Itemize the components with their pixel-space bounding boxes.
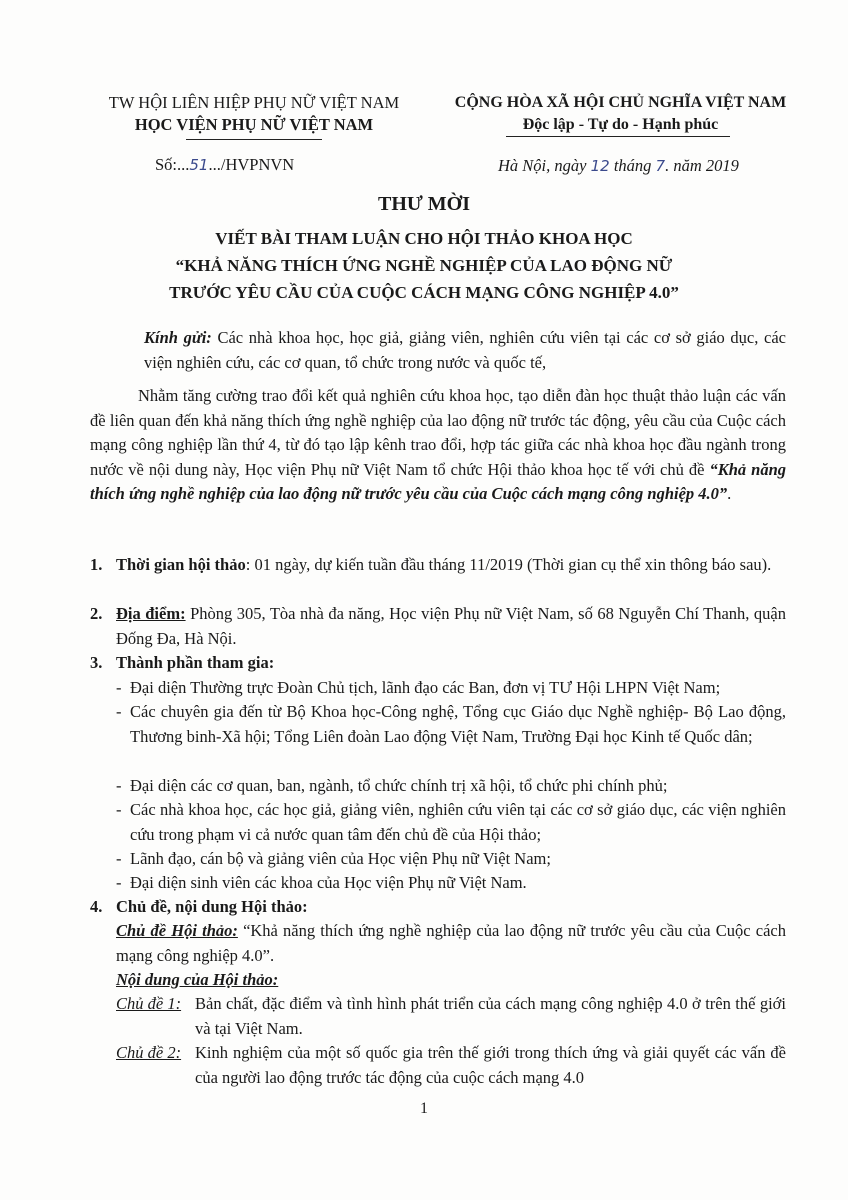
topic-item: [116, 992, 786, 1041]
section-label: Chủ đề, nội dung Hội thảo:: [116, 897, 308, 916]
motto-underline: [506, 136, 730, 137]
conference-title-line-1: “KHẢ NĂNG THÍCH ỨNG NGHỀ NGHIỆP CỦA LAO ĐỘNG NỮ: [175, 256, 673, 275]
institute-name: HỌC VIỆN PHỤ NỮ VIỆT NAM: [134, 115, 374, 134]
participant-text: Các chuyên gia đến từ Bộ Khoa học-Công nghệ, Tổng cục Giáo dục Nghề nghiệp- Bộ Lao động, Thương binh-Xã hội; Tổng Liên đoàn Lao động Việt Nam, Trường Đại học Kinh tế Quốc dân;: [130, 702, 786, 746]
content-heading: [116, 968, 786, 993]
participant-text: Đại diện các cơ quan, ban, ngành, tổ chức chính trị xã hội, tổ chức phi chính phủ;: [130, 776, 668, 795]
participant-text: Các nhà khoa học, các học giả, giảng viên, nghiên cứu viên tại các cơ sở giáo dục, các viện nghiên cứu trong phạm vi cả nước quan tâm đến chủ đề của Hội thảo;: [130, 800, 786, 844]
section-time: [90, 553, 786, 578]
participant-item: - Lãnh đạo, cán bộ và giảng viên của Học viện Phụ nữ Việt Nam;: [116, 847, 786, 872]
date-day: 12: [590, 157, 610, 175]
date-month-label: tháng: [609, 156, 656, 175]
section-participants: [90, 651, 786, 676]
document-subtitle: VIẾT BÀI THAM LUẬN CHO HỘI THẢO KHOA HỌC: [215, 229, 633, 248]
theme-label: Chủ đề Hội thảo:: [116, 921, 238, 940]
nation-name: CỘNG HÒA XÃ HỘI CHỦ NGHĨA VIỆT NAM: [454, 94, 787, 111]
conference-title-line-2: TRƯỚC YÊU CẦU CỦA CUỘC CÁCH MẠNG CÔNG NGHIỆP 4.0”: [169, 283, 679, 302]
section-number: 2.: [90, 604, 103, 623]
issuer-block: [84, 92, 424, 136]
participant-text: Đại diện Thường trực Đoàn Chủ tịch, lãnh đạo các Ban, đơn vị TƯ Hội LHPN Việt Nam;: [130, 678, 721, 697]
section-theme: [90, 895, 786, 920]
date-line: [498, 156, 739, 176]
participant-item: - Các chuyên gia đến từ Bộ Khoa học-Công nghệ, Tổng cục Giáo dục Nghề nghiệp- Bộ Lao động, Thương binh-Xã hội; Tổng Liên đoàn Lao động Việt Nam, Trường Đại học Kinh tế Quốc dân;: [116, 700, 786, 749]
conference-theme-emphasis: “Khả năng thích ứng nghề nghiệp của lao động nữ trước yêu cầu của Cuộc cách mạng công nghiệp 4.0”: [90, 459, 786, 504]
section-label: Thành phần tham gia:: [116, 653, 275, 672]
docnum-handwritten: 51: [189, 156, 209, 174]
topic-label: Chủ đề 2:: [116, 1043, 182, 1062]
participant-text: Đại diện sinh viên các khoa của Học viện Phụ nữ Việt Nam.: [130, 873, 527, 892]
docnum-prefix: Số:...: [155, 155, 190, 174]
institute-underline: [186, 139, 322, 140]
participant-item: - Đại diện Thường trực Đoàn Chủ tịch, lãnh đạo các Ban, đơn vị TƯ Hội LHPN Việt Nam;: [116, 676, 786, 701]
section-number: 1.: [90, 555, 103, 574]
section-label: Địa điểm:: [116, 604, 186, 623]
content-label: Nội dung của Hội thảo:: [116, 970, 279, 989]
section-number: 3.: [90, 653, 103, 672]
page-number: 1: [420, 1100, 428, 1117]
parent-organization: TW HỘI LIÊN HIỆP PHỤ NỮ VIỆT NAM: [108, 93, 400, 112]
intro-text: Nhằm tăng cường trao đổi kết quả nghiên cứu khoa học, tạo diễn đàn học thuật thảo luận các vấn đề liên quan đến khả năng thích ứng nghề nghiệp của lao động nữ trước tác động, yêu cầu của Cuộc cách mạng công nghiệp lần thứ 4, từ đó tạo lập kênh trao đổi, hợp tác giữa các nhà khoa học đầu ngành trong nước về nội dung này, Học viện Phụ nữ Việt Nam tổ chức Hội thảo khoa học tế với chủ đề: [90, 386, 786, 479]
topic-text: Bản chất, đặc điểm và tình hình phát triển của cách mạng công nghiệp 4.0 ở trên thế giới và tại Việt Nam.: [195, 994, 786, 1038]
date-prefix: Hà Nội, ngày: [498, 156, 591, 175]
topic-item: [116, 1041, 786, 1090]
section-venue: [90, 602, 786, 651]
document-title: THƯ MỜI: [377, 193, 471, 215]
participant-item: - Đại diện sinh viên các khoa của Học viện Phụ nữ Việt Nam.: [116, 871, 786, 896]
intro-end: .: [727, 484, 732, 504]
recipients-label: Kính gửi:: [144, 328, 212, 347]
participant-item: - Đại diện các cơ quan, ban, ngành, tổ chức chính trị xã hội, tổ chức phi chính phủ;: [116, 774, 786, 799]
section-text: Phòng 305, Tòa nhà đa năng, Học viện Phụ nữ Việt Nam, số 68 Nguyễn Chí Thanh, quận Đống Đa, Hà Nội.: [116, 604, 786, 648]
docnum-suffix: .../HVPNVN: [208, 155, 295, 174]
participant-item: - Các nhà khoa học, các học giả, giảng viên, nghiên cứu viên tại các cơ sở giáo dục, các viện nghiên cứu trong phạm vi cả nước quan tâm đến chủ đề của Hội thảo;: [116, 798, 786, 847]
section-number: 4.: [90, 897, 103, 916]
participant-text: Lãnh đạo, cán bộ và giảng viên của Học viện Phụ nữ Việt Nam;: [130, 849, 551, 868]
date-month: 7: [655, 157, 666, 175]
recipients-paragraph: [144, 326, 786, 375]
national-motto: Độc lập - Tự do - Hạnh phúc: [522, 116, 719, 133]
section-text: : 01 ngày, dự kiến tuần đầu tháng 11/2019 (Thời gian cụ thể xin thông báo sau).: [245, 555, 772, 574]
date-year: . năm 2019: [665, 156, 739, 175]
document-number: [155, 155, 294, 175]
theme-text: “Khả năng thích ứng nghề nghiệp của lao động nữ trước yêu cầu của Cuộc cách mạng công nghiệp 4.0”.: [116, 921, 786, 965]
section-label: Thời gian hội thảo: [116, 555, 246, 574]
intro-paragraph: [90, 384, 786, 507]
national-header-block: [448, 92, 793, 136]
topic-text: Kinh nghiệm của một số quốc gia trên thế giới trong thích ứng và giải quyết các vấn đề của người lao động trước tác động của cuộc cách mạng 4.0: [195, 1043, 786, 1087]
theme-paragraph: [116, 919, 786, 968]
topic-label: Chủ đề 1:: [116, 994, 182, 1013]
recipients-text: Các nhà khoa học, học giả, giảng viên, nghiên cứu viên tại các cơ sở giáo dục, các viện nghiên cứu, các cơ quan, tổ chức trong nước và quốc tế,: [144, 328, 786, 372]
